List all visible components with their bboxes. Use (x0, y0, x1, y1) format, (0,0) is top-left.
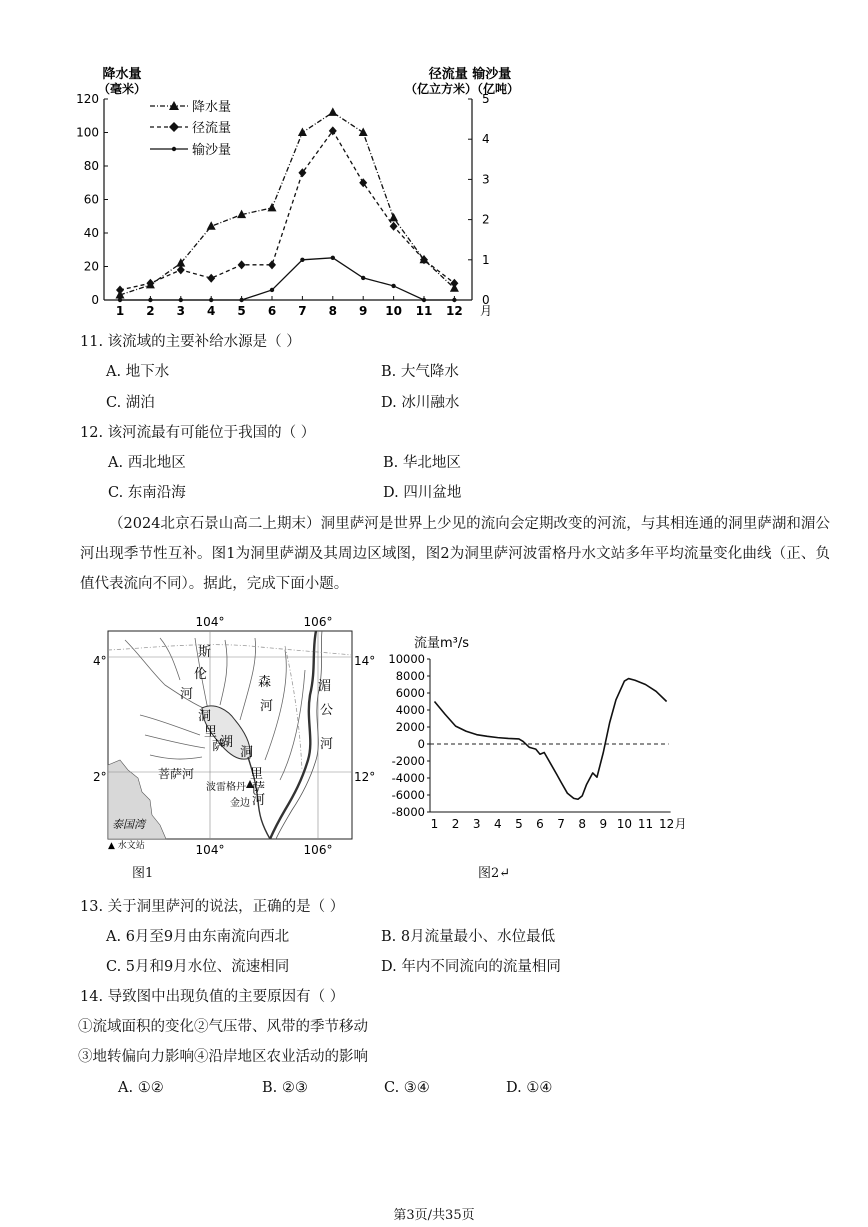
c2-x-tick-label: 2 (451, 817, 460, 831)
chart2-series (435, 679, 667, 800)
c2-month-unit: 月 (674, 817, 687, 831)
pursat-label: 菩萨河 (158, 767, 195, 781)
q12-option-c[interactable]: C. 东南沿海 (108, 485, 186, 501)
c1-point-precip (298, 128, 307, 137)
c1-x-tick-label: 9 (359, 304, 368, 318)
c1-point-precip (389, 213, 398, 222)
mekong-label-1: 湄 (318, 679, 332, 694)
c1-x-tick-label: 11 (415, 304, 433, 318)
c1-point-sediment (300, 258, 304, 262)
q14-option-a[interactable]: A. ①② (118, 1080, 164, 1096)
sen-label-1: 森 (258, 675, 272, 690)
c1-point-runoff (390, 222, 398, 231)
c1-point-sediment (179, 298, 183, 302)
c1-series-line-2 (120, 258, 454, 300)
c1-y-left-tick-label: 80 (83, 159, 99, 173)
lat-12-right: 12° (354, 770, 376, 784)
q12-option-b[interactable]: B. 华北地区 (383, 455, 461, 471)
lat-12-left: 2° (93, 770, 107, 784)
river-label-3: 萨 (252, 781, 266, 796)
legend-sediment: 输沙量 (192, 143, 232, 158)
q14-option-c[interactable]: C. ③④ (384, 1080, 430, 1096)
c2-y-tick-label: -4000 (391, 771, 425, 785)
c2-y-tick-label: -2000 (391, 754, 425, 768)
c2-y-tick-label: 0 (417, 737, 425, 751)
discharge-chart (380, 625, 710, 840)
y-left-unit: （毫米） (97, 82, 147, 96)
c1-y-right-tick-label: 2 (482, 212, 490, 227)
river-label-1: 洞 (240, 745, 254, 760)
q13-option-a[interactable]: A. 6月至9月由东南流向西北 (106, 929, 290, 945)
c1-point-precip (359, 128, 368, 137)
legend-runoff: 径流量 (192, 121, 232, 136)
c1-x-tick-label: 10 (385, 304, 402, 318)
q11-option-c[interactable]: C. 湖泊 (106, 395, 155, 411)
c1-point-sediment (452, 298, 456, 302)
c2-y-tick-label: 6000 (395, 686, 425, 700)
q14-statement-line1: ①流域面积的变化②气压带、风带的季节移动 (78, 1019, 368, 1035)
c1-point-runoff (238, 260, 246, 269)
c1-series-line-0 (120, 112, 454, 295)
y-left-title: 降水量 (102, 67, 142, 82)
c1-x-tick-label: 3 (176, 304, 185, 318)
q11-stem: 11. 该流域的主要补给水源是（ ） (80, 334, 301, 350)
q13-option-b[interactable]: B. 8月流量最小、水位最低 (381, 929, 556, 945)
c2-x-tick-label: 8 (578, 817, 587, 831)
mekong-label-2: 公 (320, 703, 334, 718)
precipitation-runoff-chart (0, 0, 868, 330)
station-label: 波雷格丹 (206, 782, 246, 793)
q11-option-a[interactable]: A. 地下水 (106, 364, 170, 380)
q11-option-d[interactable]: D. 冰川融水 (381, 395, 460, 411)
q14-statement-line2: ③地转偏向力影响④沿岸地区农业活动的影响 (78, 1049, 368, 1065)
fig1-caption: 图1 (132, 866, 154, 881)
c2-x-tick-label: 5 (515, 817, 523, 831)
page-footer: 第3页/共35页 (393, 1208, 475, 1223)
c1-point-precip (328, 107, 337, 116)
map-legend: ▲ 水文站 (108, 841, 145, 851)
chart2-axes (388, 652, 686, 831)
c1-x-tick-label: 2 (146, 304, 155, 318)
c1-y-left-tick-label: 20 (83, 259, 99, 274)
c1-point-sediment (118, 298, 122, 302)
c1-y-right-tick-label: 5 (482, 92, 490, 106)
c2-y-tick-label: 4000 (395, 703, 425, 717)
c2-x-tick-label: 6 (536, 817, 544, 831)
c2-y-tick-label: -6000 (391, 788, 425, 802)
c2-x-tick-label: 9 (599, 817, 608, 831)
legend-precipitation: 降水量 (192, 100, 232, 115)
c1-y-left-tick-label: 0 (91, 293, 99, 307)
chart1-legend (150, 99, 231, 158)
lon-106-bottom: 106° (303, 843, 333, 857)
chart1-axes (76, 92, 492, 318)
q12-option-d[interactable]: D. 四川盆地 (383, 485, 462, 501)
c1-point-runoff (268, 260, 276, 269)
lon-104-bottom: 104° (195, 843, 225, 857)
c1-point-runoff (450, 279, 458, 288)
lake-label-2: 里 (204, 725, 218, 740)
c1-point-sediment (270, 288, 274, 292)
c1-x-tick-label: 4 (207, 304, 216, 318)
lake-label-1: 洞 (198, 709, 212, 724)
y-right-title: 径流量 输沙量 (428, 67, 512, 82)
stung-label-1: 斯 (198, 645, 212, 660)
gulf-label: 泰国湾 (112, 818, 145, 831)
c1-point-runoff (116, 285, 124, 294)
c1-y-left-tick-label: 120 (76, 92, 99, 106)
river-label-2: 里 (250, 767, 264, 782)
c1-point-runoff (177, 265, 185, 274)
c1-series-line-1 (120, 131, 454, 290)
c2-x-tick-label: 11 (637, 817, 654, 831)
c1-point-runoff (207, 274, 215, 283)
lon-104-top: 104° (195, 615, 225, 629)
c1-point-sediment (361, 276, 365, 280)
c1-y-right-tick-label: 3 (482, 172, 490, 187)
c2-x-tick-label: 1 (430, 817, 439, 831)
tonle-sap-map (80, 610, 380, 880)
q14-option-b[interactable]: B. ②③ (262, 1080, 308, 1096)
c2-y-tick-label: 10000 (388, 652, 425, 666)
c1-point-sediment (209, 298, 213, 302)
q11-option-b[interactable]: B. 大气降水 (381, 364, 459, 380)
lake-label-3: 萨 (212, 739, 226, 754)
q12-option-a[interactable]: A. 西北地区 (108, 455, 186, 471)
y-right-unit: （亿立方米）（亿吨） (404, 82, 520, 96)
c2-y-tick-label: -8000 (391, 805, 425, 819)
lake-label-4: 湖 (220, 735, 234, 750)
sen-label-2: 河 (260, 699, 274, 714)
c1-point-precip (268, 203, 277, 212)
q12-stem: 12. 该河流最有可能位于我国的（ ） (80, 425, 316, 441)
passage-intro: （2024北京石景山高二上期末）洞里萨河是世界上少见的流向会定期改变的河流，与其相连通的洞里萨湖和湄公河出现季节性互补。图1为洞里萨湖及其周边区域图，图2为洞里萨河波雷格丹水文站多年平均流量变化曲线（正、负值代表流向不同）。据此，完成下面小题。 (80, 516, 830, 592)
q13-option-d[interactable]: D. 年内不同流向的流量相同 (381, 959, 561, 975)
c1-y-right-tick-label: 1 (482, 252, 490, 267)
c1-x-tick-label: 6 (267, 304, 277, 318)
c1-point-sediment (148, 298, 152, 302)
q13-option-c[interactable]: C. 5月和9月水位、流速相同 (106, 959, 290, 975)
fig2-caption: 图2↵ (478, 866, 511, 881)
q14-stem: 14. 导致图中出现负值的主要原因有（ ） (80, 989, 345, 1005)
c1-point-sediment (239, 298, 243, 302)
q13-stem: 13. 关于洞里萨河的说法，正确的是（ ） (80, 899, 345, 915)
stung-label-2: 伦 (194, 667, 208, 682)
c1-x-tick-label: 7 (298, 304, 307, 318)
c1-y-right-tick-label: 4 (482, 132, 490, 147)
c1-y-right-tick-label: 0 (482, 293, 490, 307)
c2-x-tick-label: 10 (616, 817, 633, 831)
c2-ylabel: 流量m³/s (414, 636, 470, 651)
c2-flow-curve (435, 679, 667, 800)
lat-14-left: 4° (93, 654, 107, 668)
stung-label-3: 河 (180, 687, 194, 702)
c2-x-tick-label: 7 (557, 817, 565, 831)
c1-x-tick-label: 5 (237, 304, 246, 318)
c1-x-tick-label: 1 (115, 304, 125, 318)
c1-month-unit: 月 (480, 304, 493, 318)
c2-y-tick-label: 8000 (395, 669, 425, 683)
c1-y-left-tick-label: 100 (76, 125, 99, 140)
q14-option-d[interactable]: D. ①④ (506, 1080, 553, 1096)
jinbian-label: 金边 (230, 798, 250, 809)
lat-14-right: 14° (354, 654, 376, 668)
c1-point-sediment (391, 284, 395, 288)
c1-y-left-tick-label: 40 (83, 226, 99, 240)
lon-106-top: 106° (303, 615, 333, 629)
river-label-4: 河 (252, 793, 266, 808)
c1-x-tick-label: 12 (446, 304, 463, 318)
c1-x-tick-label: 8 (328, 304, 337, 318)
c1-point-sediment (422, 298, 426, 302)
mekong-label-3: 河 (320, 737, 334, 752)
c1-point-sediment (331, 256, 335, 260)
chart1-series (116, 107, 459, 302)
c2-x-tick-label: 4 (493, 817, 502, 831)
c2-y-tick-label: 2000 (395, 720, 425, 734)
c2-x-tick-label: 3 (472, 817, 481, 831)
c1-y-left-tick-label: 60 (83, 192, 99, 207)
c2-x-tick-label: 12 (658, 817, 675, 831)
